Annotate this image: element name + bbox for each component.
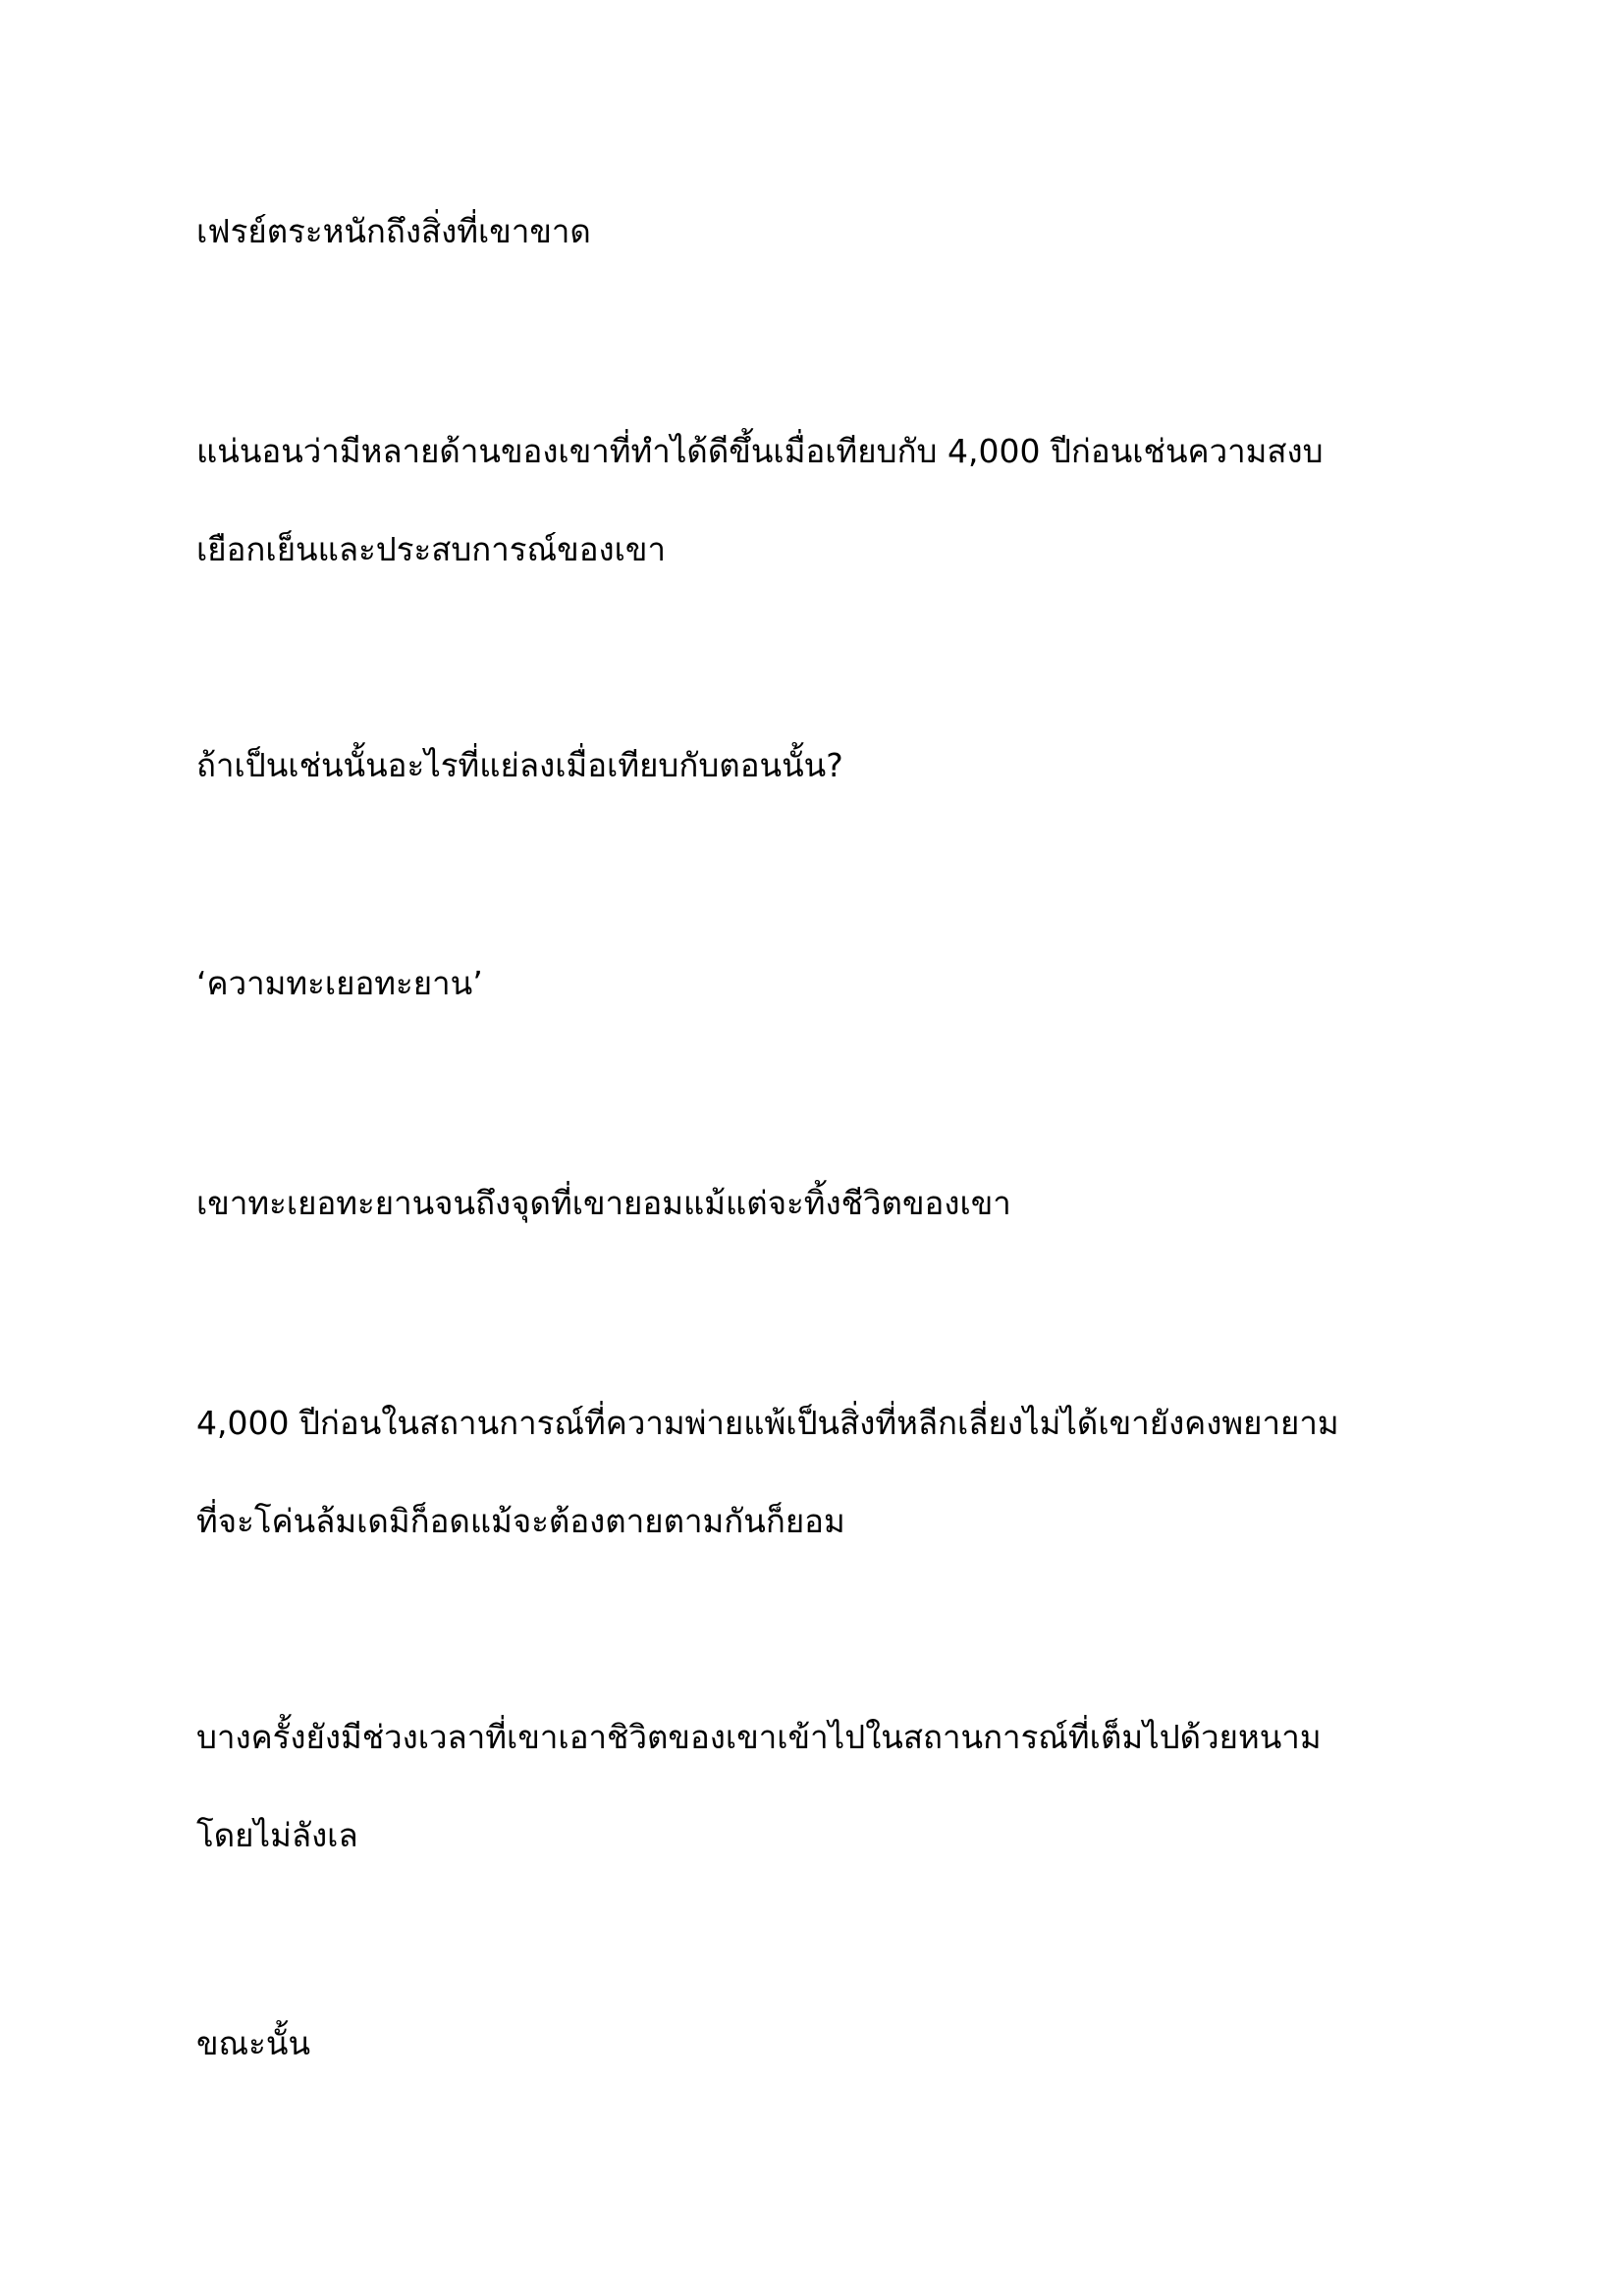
paragraph-line: แน่นอนว่ามีหลายด้านของเขาที่ทำได้ดีขึ้นเมื่อเทียบกับ 4,000 ปีก่อนเช่นความสงบ — [196, 432, 1324, 470]
paragraph-line: ขณะนั้น — [196, 2024, 311, 2062]
paragraph-line: เยือกเย็นและประสบการณ์ของเขา — [196, 530, 667, 568]
paragraph-line: ถ้าเป็นเช่นนั้นอะไรที่แย่ลงเมื่อเทียบกับตอนนั้น? — [196, 746, 843, 784]
paragraph-8 — [196, 1995, 1463, 2093]
paragraph-line: เฟรย์ตระหนักถึงสิ่งที่เขาขาด — [196, 212, 591, 250]
paragraph-7 — [196, 1688, 1463, 1885]
paragraph-5 — [196, 1154, 1463, 1253]
paragraph-line: เขาทะเยอทะยานจนถึงจุดที่เขายอมแม้แต่จะทิ้งชีวิตของเขา — [196, 1184, 1011, 1222]
paragraph-line: บางครั้งยังมีช่วงเวลาที่เขาเอาชิวิตของเขาเข้าไปในสถานการณ์ที่เต็มไปด้วยหนาม — [196, 1718, 1322, 1756]
paragraph-1 — [196, 183, 1463, 281]
paragraph-line: ที่จะโค่นล้มเดมิก็อดแม้จะต้องตายตามกันก็ยอม — [196, 1502, 845, 1540]
paragraph-line: ‘ความทะเยอทะยาน’ — [196, 964, 483, 1002]
paragraph-line: โดยไม่ลังเล — [196, 1816, 358, 1854]
paragraph-6 — [196, 1374, 1463, 1571]
paragraph-4 — [196, 934, 1463, 1033]
paragraph-3 — [196, 717, 1463, 815]
paragraph-2 — [196, 402, 1463, 599]
paragraph-line: 4,000 ปีก่อนในสถานการณ์ที่ความพ่ายแพ้เป็นสิ่งที่หลีกเลี่ยงไม่ได้เขายังคงพยายาม — [196, 1404, 1339, 1442]
